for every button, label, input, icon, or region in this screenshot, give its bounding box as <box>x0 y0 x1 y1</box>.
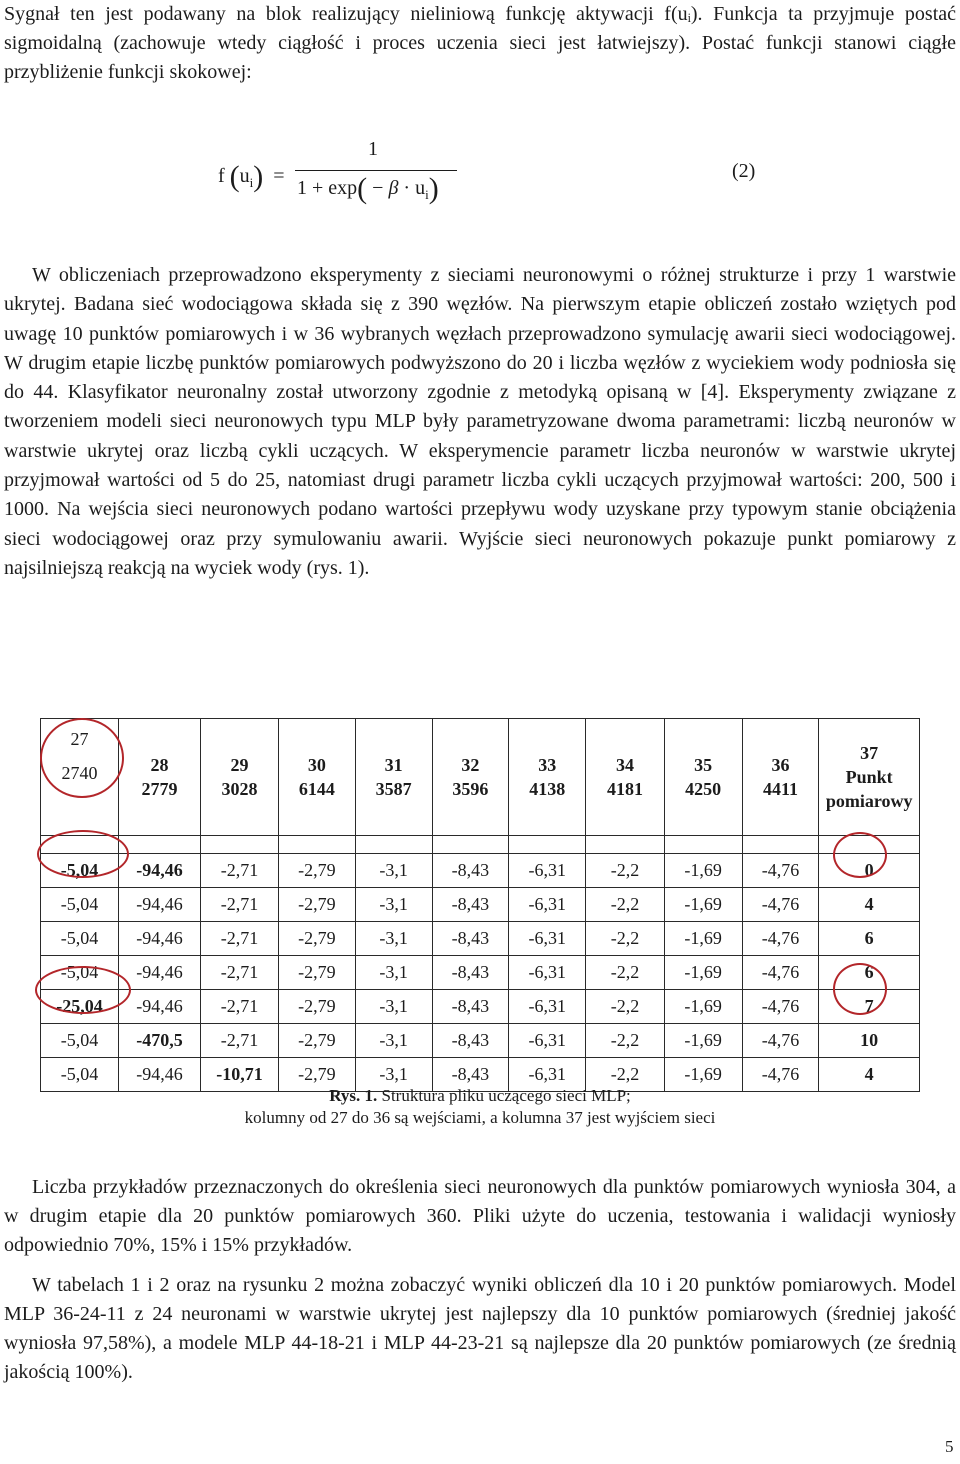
header-text: 31 <box>384 755 403 775</box>
input-cell: -2,79 <box>278 956 355 990</box>
input-cell: -4,76 <box>742 1058 819 1092</box>
header-text: 4138 <box>529 779 566 799</box>
caption-line-1: Struktura pliku uczącego sieci MLP; <box>381 1086 631 1105</box>
input-cell: -2,2 <box>586 888 665 922</box>
header-cell <box>200 719 278 836</box>
table-row <box>41 1024 920 1058</box>
caption-label: Rys. 1. <box>329 1086 378 1105</box>
input-cell: -1,69 <box>664 990 742 1024</box>
input-cell: -2,2 <box>586 1058 665 1092</box>
input-cell: -3,1 <box>355 922 432 956</box>
header-text: pomiarowy <box>825 791 913 811</box>
table-row <box>41 922 920 956</box>
input-cell: -94,46 <box>119 854 201 888</box>
spacer-cell <box>200 836 278 854</box>
output-cell: 10 <box>819 1024 920 1058</box>
formula-denominator: $1 + \exp( - \beta \cdot u_i)$ <box>297 172 439 205</box>
input-cell: -1,69 <box>664 854 742 888</box>
input-cell: -2,71 <box>200 922 278 956</box>
input-cell: -4,76 <box>742 854 819 888</box>
input-cell: -25,04 <box>41 990 119 1024</box>
header-text: 29 <box>230 755 249 775</box>
header-cell <box>664 719 742 836</box>
input-cell: -8,43 <box>432 956 509 990</box>
input-cell: -8,43 <box>432 1024 509 1058</box>
input-cell: -2,71 <box>200 854 278 888</box>
header-text: Punkt <box>845 767 893 787</box>
caption-line-2: kolumny od 27 do 36 są wejściami, a kolumna 37 jest wyjściem sieci <box>244 1108 716 1127</box>
input-cell: -2,71 <box>200 956 278 990</box>
input-cell: -8,43 <box>432 990 509 1024</box>
header-text: 4250 <box>685 779 722 799</box>
formula-lhs: f $(u_i)$ = <box>218 160 285 193</box>
input-cell: -2,71 <box>200 1024 278 1058</box>
header-text: 3596 <box>452 779 489 799</box>
input-cell: -2,2 <box>586 854 665 888</box>
input-cell: -2,79 <box>278 1024 355 1058</box>
spacer-cell <box>819 836 920 854</box>
spacer-cell <box>586 836 665 854</box>
input-cell: -8,43 <box>432 922 509 956</box>
header-text: 30 <box>307 755 326 775</box>
input-cell: -470,5 <box>119 1024 201 1058</box>
input-cell: -5,04 <box>41 922 119 956</box>
input-cell: -94,46 <box>119 990 201 1024</box>
input-cell: -2,2 <box>586 956 665 990</box>
spacer-cell <box>278 836 355 854</box>
header-text: 4181 <box>606 779 643 799</box>
output-cell: 0 <box>819 854 920 888</box>
header-cell <box>355 719 432 836</box>
header-text: 36 <box>771 755 790 775</box>
formula-numerator: 1 <box>368 138 378 160</box>
header-text: 32 <box>461 755 480 775</box>
input-cell: -6,31 <box>509 1024 586 1058</box>
input-cell: -4,76 <box>742 956 819 990</box>
input-cell: -3,1 <box>355 854 432 888</box>
input-cell: -94,46 <box>119 888 201 922</box>
page-number: 5 <box>945 1437 954 1456</box>
input-cell: -6,31 <box>509 956 586 990</box>
header-cell <box>586 719 665 836</box>
paragraph-dataset-sizes: Liczba przykładów przeznaczonych do określenia sieci neuronowych dla punktów pomiarowych wyniosła 304, a w drugim etapie dla 20 punktów pomiarowych 360. Pliki użyte do uczenia, testowania i walidacji wyniosły odpowiednio 70%, 15% i 15% przykładów. <box>4 1176 956 1256</box>
output-cell: 6 <box>819 922 920 956</box>
output-cell: 6 <box>819 956 920 990</box>
input-cell: -5,04 <box>41 1024 119 1058</box>
output-cell: 4 <box>819 888 920 922</box>
input-cell: -3,1 <box>355 888 432 922</box>
header-cell <box>742 719 819 836</box>
paragraph-intro: Sygnał ten jest podawany na blok realizujący nieliniową funkcję aktywacji f(uᵢ). Funkcja ta przyjmuje postać sigmoidalną (zachowuje wtedy ciągłość i proces uczenia sieci jest łatwiejszy). Postać funkcji stanowi ciągłe przybliżenie funkcji skokowej: <box>4 3 956 83</box>
input-cell: -6,31 <box>509 854 586 888</box>
input-cell: -8,43 <box>432 1058 509 1092</box>
input-cell: -2,79 <box>278 990 355 1024</box>
input-cell: -2,2 <box>586 922 665 956</box>
header-cell <box>432 719 509 836</box>
input-cell: -2,71 <box>200 990 278 1024</box>
spacer-cell <box>432 836 509 854</box>
input-cell: -4,76 <box>742 1024 819 1058</box>
formula-sigmoid <box>0 134 960 224</box>
header-text: 2779 <box>141 779 178 799</box>
spacer-cell <box>119 836 201 854</box>
input-cell: -3,1 <box>355 1024 432 1058</box>
header-text: 6144 <box>298 779 335 799</box>
input-cell: -6,31 <box>509 888 586 922</box>
input-cell: -1,69 <box>664 922 742 956</box>
paragraph-experiments: W obliczeniach przeprowadzono eksperymenty z sieciami neuronowymi o różnej strukturze i przy 1 warstwie ukrytej. Badana sieć wodociągowa składa się z 390 węzłów. Na pierwszym etapie obliczeń zostało wziętych pod uwagę 10 punktów pomiarowych i w 36 wybranych węzłach przeprowadzono symulację awarii sieci wodociągowej. W drugim etapie liczbę punktów pomiarowych podwyższono do 20 i liczba węzłów z wyciekiem wody podniosła się do 44. Klasyfikator neuronalny został utworzony zgodnie z metodyką opisaną w [4]. Eksperymenty związane z tworzeniem modeli sieci neuronowych typu MLP były parametryzowane dwoma parametrami: liczbą neuronów w warstwie ukrytej oraz liczbą cykli uczących. W eksperymencie parametr liczba neuronów w warstwie ukrytej przyjmował wartości od 5 do 25, natomiast drugi parametr liczba cykli uczących przyjmował wartości: 200, 500 i 1000. Na wejścia sieci neuronowych podano wartości przepływu wody uzyskane przy typowym stanie obciążenia sieci wodociągowej oraz przy symulowaniu awarii. Wyjście sieci neuronowych pokazuje punkt pomiarowy z najsilniejszą reakcją na wyciek wody (rys. 1). <box>4 264 956 579</box>
input-cell: -94,46 <box>119 956 201 990</box>
input-cell: -5,04 <box>41 956 119 990</box>
input-cell: -5,04 <box>41 854 119 888</box>
input-cell: -6,31 <box>509 1058 586 1092</box>
header-text: 2740 <box>61 763 98 783</box>
spacer-cell <box>355 836 432 854</box>
table-row <box>41 990 920 1024</box>
input-cell: -94,46 <box>119 1058 201 1092</box>
input-cell: -3,1 <box>355 1058 432 1092</box>
header-text: 35 <box>694 755 713 775</box>
output-cell: 4 <box>819 1058 920 1092</box>
table-spacer-row <box>41 836 920 854</box>
header-text: 34 <box>615 755 634 775</box>
input-cell: -2,79 <box>278 1058 355 1092</box>
input-cell: -8,43 <box>432 854 509 888</box>
input-cell: -3,1 <box>355 990 432 1024</box>
input-cell: -1,69 <box>664 1058 742 1092</box>
input-cell: -2,2 <box>586 1024 665 1058</box>
header-text: 37 <box>860 743 879 763</box>
paragraph-results: W tabelach 1 i 2 oraz na rysunku 2 można zobaczyć wyniki obliczeń dla 10 i 20 punktów pomiarowych. Model MLP 36-24-11 z 24 neuronami w warstwie ukrytej jest najlepszy dla 10 punktów pomiarowych (średniej jakość wyniosła 97,58%), a modele MLP 44-18-21 i MLP 44-23-21 są najlepsze dla 20 punktów pomiarowych (ze średnią jakością 100%). <box>4 1274 956 1383</box>
training-file-table <box>40 718 920 1092</box>
input-cell: -1,69 <box>664 1024 742 1058</box>
spacer-cell <box>664 836 742 854</box>
input-cell: -3,1 <box>355 956 432 990</box>
spacer-cell <box>41 836 119 854</box>
input-cell: -8,43 <box>432 888 509 922</box>
input-cell: -5,04 <box>41 1058 119 1092</box>
header-text: 27 <box>70 729 89 749</box>
header-text: 33 <box>538 755 557 775</box>
input-cell: -4,76 <box>742 990 819 1024</box>
input-cell: -5,04 <box>41 888 119 922</box>
equation-number: (2) <box>732 160 756 182</box>
header-cell <box>509 719 586 836</box>
input-cell: -6,31 <box>509 922 586 956</box>
input-cell: -2,71 <box>200 888 278 922</box>
input-cell: -2,79 <box>278 922 355 956</box>
input-cell: -94,46 <box>119 922 201 956</box>
header-cell <box>119 719 201 836</box>
input-cell: -1,69 <box>664 888 742 922</box>
input-cell: -6,31 <box>509 990 586 1024</box>
input-cell: -4,76 <box>742 888 819 922</box>
input-cell: -4,76 <box>742 922 819 956</box>
header-cell <box>278 719 355 836</box>
input-cell: -10,71 <box>200 1058 278 1092</box>
spacer-cell <box>742 836 819 854</box>
input-cell: -1,69 <box>664 956 742 990</box>
header-text: 28 <box>150 755 169 775</box>
header-text: 3587 <box>375 779 412 799</box>
input-cell: -2,79 <box>278 854 355 888</box>
header-cell <box>819 719 920 836</box>
spacer-cell <box>509 836 586 854</box>
table-row <box>41 888 920 922</box>
figure-caption <box>0 1085 960 1129</box>
fraction-bar <box>295 170 457 171</box>
header-text: 4411 <box>762 779 798 799</box>
input-cell: -2,2 <box>586 990 665 1024</box>
input-cell: -2,79 <box>278 888 355 922</box>
header-cell <box>41 719 119 836</box>
output-cell: 7 <box>819 990 920 1024</box>
header-text: 3028 <box>221 779 258 799</box>
table-row <box>41 854 920 888</box>
table-row <box>41 956 920 990</box>
table-header-row <box>41 719 920 836</box>
